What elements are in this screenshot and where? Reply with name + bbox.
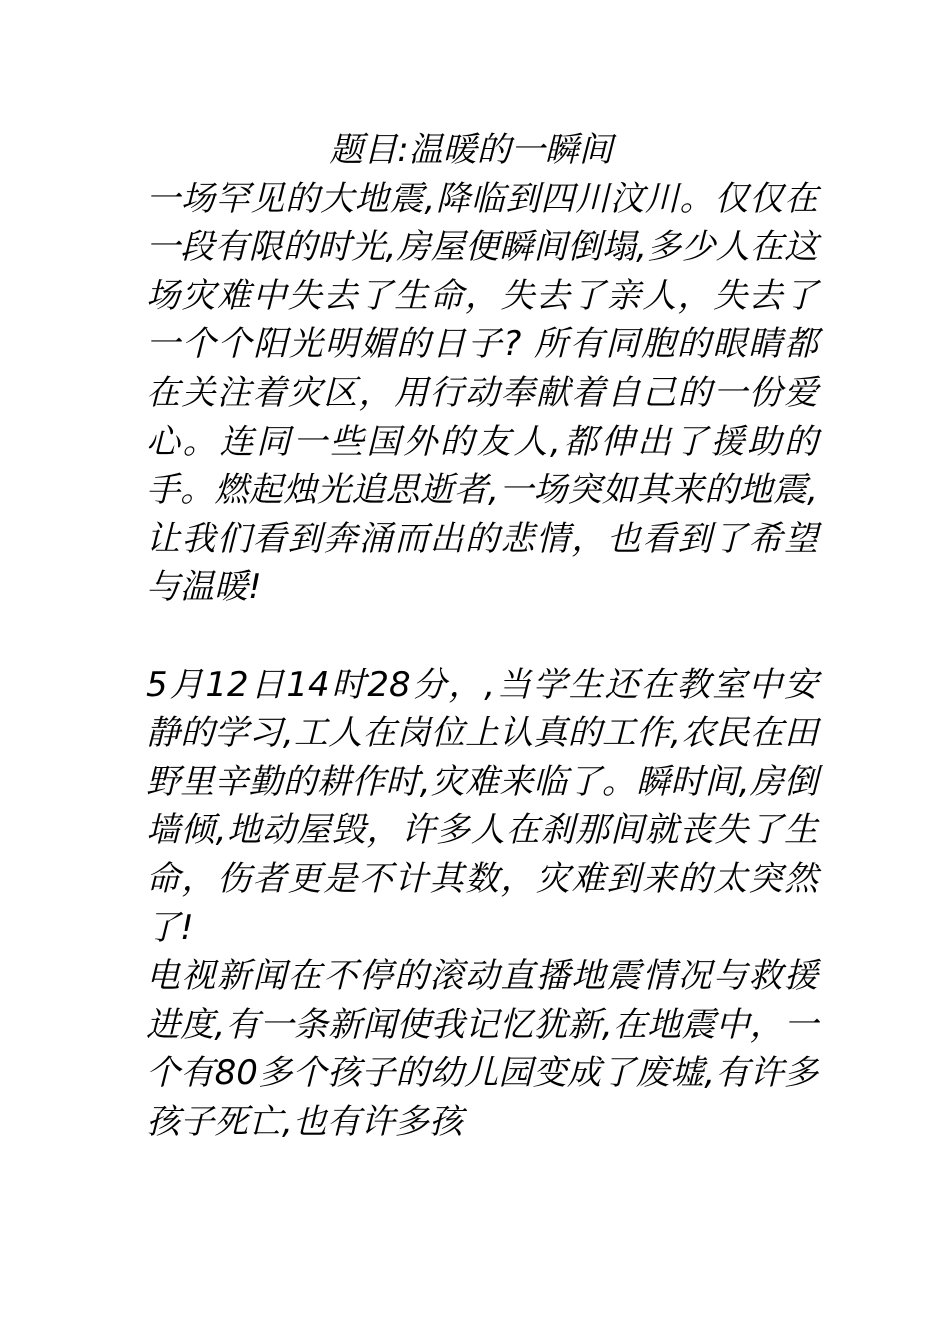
paragraph-3: 电视新闻在不停的滚动直播地震情况与救援进度,有一条新闻使我记忆犹新,在地震中，一个有80多个孩子的幼儿园变成了废墟,有许多孩子死亡,也有许多孩 (146, 956, 818, 1142)
paragraph-2: 5月12日14时28分，,当学生还在教室中安静的学习,工人在岗位上认真的工作,农民在田野里辛勤的耕作时,灾难来临了。瞬时间,房倒墙倾,地动屋毁，许多人在刹那间就丧失了生命，伤者更是不计其数，灾难到来的太突然了! (146, 664, 818, 948)
paragraph-spacer (146, 612, 818, 661)
document-title: 题目:温暖的一瞬间 (329, 130, 613, 170)
paragraph-1: 一场罕见的大地震,降临到四川汶川。仅仅在一段有限的时光,房屋便瞬间倒塌,多少人在这场灾难中失去了生命，失去了亲人，失去了一个个阳光明媚的日子? 所有同胞的眼睛都在关注着灾区，用行动奉献着自己的一份爱心。连同一些国外的友人,都伸出了援助的手。燃起烛光追思逝者,一场突如其来的地震,让我们看到奔涌而出的悲情，也看到了希望与温暖! (146, 178, 818, 608)
document-body (146, 126, 818, 1146)
